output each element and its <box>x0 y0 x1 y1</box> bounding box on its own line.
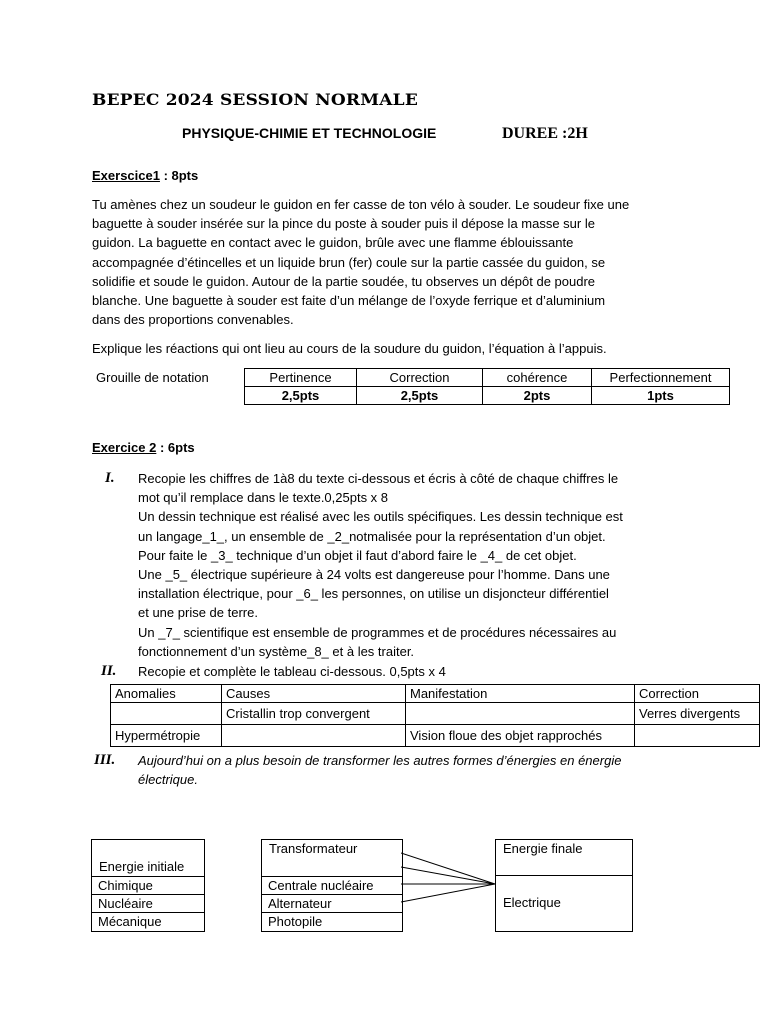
part-2-instruction: Recopie et complète le tableau ci-dessous. 0,5pts x 4 <box>138 664 446 679</box>
initial-energy-header: Energie initiale <box>99 859 185 874</box>
final-energy-header: Energie finale <box>503 841 583 856</box>
converter-item: Centrale nucléaire <box>262 876 402 894</box>
final-energy-value: Electrique <box>503 895 561 910</box>
table-cell: Verres divergents <box>635 703 760 725</box>
text-line: installation électrique, pour _6_ les personnes, on utilise un disjoncteur différentiel <box>138 586 609 602</box>
text-line: un langage_1_, un ensemble de _2_notmalisée pour la représentation d’un objet. <box>138 528 606 544</box>
text-line: Aujourd’hui on a plus besoin de transformer les autres formes d’énergies en énergie <box>138 753 622 768</box>
table-row <box>245 387 730 405</box>
grid-header: Correction <box>357 369 483 387</box>
part-1-text <box>138 469 678 661</box>
text-line: Un dessin technique est réalisé avec les outils spécifiques. Les dessin technique est <box>138 509 623 525</box>
part-2-numeral: II. <box>101 663 117 679</box>
text-line: solidifie et soude le guidon. Autour de la partie soudée, tu observes un dépôt de poudre <box>92 273 596 289</box>
table-cell: Vision floue des objet rapprochés <box>406 725 635 747</box>
initial-energy-item: Nucléaire <box>92 894 204 912</box>
connector-line <box>401 853 495 884</box>
table-header: Causes <box>222 685 406 703</box>
part-3-numeral: III. <box>94 752 116 768</box>
grid-value: 2pts <box>483 387 592 405</box>
connector-line <box>401 867 495 884</box>
table-row <box>245 369 730 387</box>
grid-value: 2,5pts <box>245 387 357 405</box>
converter-item: Alternateur <box>262 894 402 912</box>
grading-grid-label: Grouille de notation <box>96 370 209 385</box>
part-1-numeral: I. <box>105 470 115 486</box>
table-row <box>111 703 760 725</box>
grid-header: Perfectionnement <box>592 369 730 387</box>
text-line: accompagnée d’étincelles et un liquide brun (fer) coule sur la partie cassée du guidon, se <box>92 254 606 270</box>
subject-title: PHYSIQUE-CHIMIE ET TECHNOLOGIE <box>182 125 437 141</box>
duration: DUREE :2H <box>502 125 588 142</box>
converter-item: Transformateur <box>269 841 358 856</box>
table-cell <box>111 703 222 725</box>
converter-item: Photopile <box>262 912 402 930</box>
initial-energy-item: Mécanique <box>92 912 204 930</box>
grading-grid <box>244 368 730 405</box>
initial-energy-box <box>91 839 205 932</box>
connector-lines <box>401 839 497 931</box>
text-line: Recopie les chiffres de 1à8 du texte ci-dessous et écris à côté de chaque chiffres le <box>138 471 619 486</box>
text-line: mot qu’il remplace dans le texte.0,25pts x 8 <box>138 490 389 506</box>
text-line: Tu amènes chez un soudeur le guidon en fer casse de ton vélo à souder. Le soudeur fixe une <box>92 197 630 212</box>
table-header: Correction <box>635 685 760 703</box>
text-line: Un _7_ scientifique est ensemble de programmes et de procédures nécessaires au <box>138 624 617 640</box>
text-line: baguette à souder insérée sur la pince du poste à souder puis il dépose la masse sur le <box>92 216 595 232</box>
text-line: fonctionnement d’un système_8_ et à les traiter. <box>138 643 415 659</box>
grid-value: 1pts <box>592 387 730 405</box>
table-cell <box>635 725 760 747</box>
part-3-text <box>138 751 678 789</box>
exercise-1-heading <box>92 168 198 183</box>
text-line: blanche. Une baguette à souder est faite d’un mélange de l’oxyde ferrique et d’aluminium <box>92 293 606 309</box>
text-line: dans des proportions convenables. <box>92 312 294 328</box>
grid-header: Pertinence <box>245 369 357 387</box>
exercise-1-points: : 8pts <box>159 168 199 183</box>
anomalies-table <box>110 684 760 747</box>
connector-line <box>401 884 495 902</box>
text-line: et une prise de terre. <box>138 605 258 621</box>
converter-box <box>261 839 403 932</box>
exam-title: BEPEC 2024 SESSION NORMALE <box>92 90 418 110</box>
initial-energy-item: Chimique <box>92 876 204 894</box>
grid-value: 2,5pts <box>357 387 483 405</box>
table-row <box>111 725 760 747</box>
table-header: Anomalies <box>111 685 222 703</box>
table-cell: Cristallin trop convergent <box>222 703 406 725</box>
exercise-1-text <box>92 195 682 329</box>
text-line: Une _5_ électrique supérieure à 24 volts est dangereuse pour l’homme. Dans une <box>138 567 610 583</box>
final-energy-divider <box>496 875 632 876</box>
final-energy-box <box>495 839 633 932</box>
table-header: Manifestation <box>406 685 635 703</box>
table-row <box>111 685 760 703</box>
exercise-2-points: : 6pts <box>156 440 195 455</box>
exercise-2-heading <box>92 440 195 455</box>
exercise-1-label: Exerscice1 <box>92 168 160 183</box>
grid-header: cohérence <box>483 369 592 387</box>
exercise-2-label: Exercice 2 <box>92 440 157 455</box>
table-cell <box>406 703 635 725</box>
text-line: guidon. La baguette en contact avec le guidon, brûle avec une flamme éblouissante <box>92 235 574 251</box>
text-line: électrique. <box>138 772 198 788</box>
table-cell <box>222 725 406 747</box>
text-line: Pour faite le _3_ technique d’un objet il faut d’abord faire le _4_ de cet objet. <box>138 547 577 563</box>
exercise-1-question: Explique les réactions qui ont lieu au cours de la soudure du guidon, l’équation à l’appuis. <box>92 341 607 356</box>
table-cell: Hypermétropie <box>111 725 222 747</box>
